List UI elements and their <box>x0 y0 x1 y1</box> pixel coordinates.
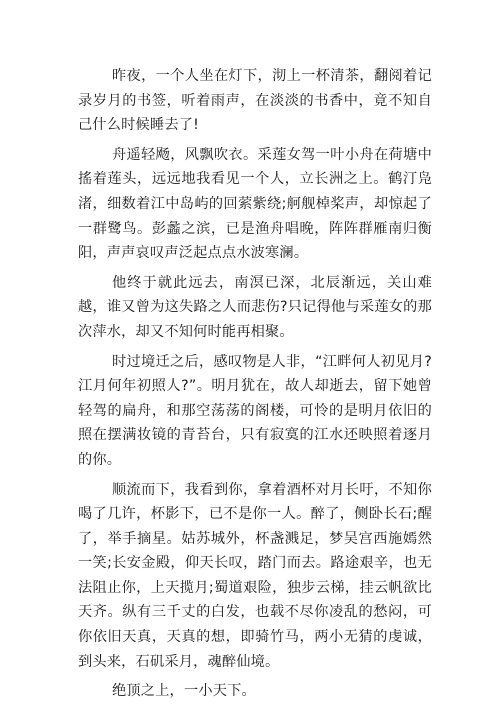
paragraph-6: 绝顶之上，一小天下。 <box>112 683 256 700</box>
paragraph-4: 时过境迁之后，感叹物是人非，“江畔何人初见月?江月何年初照人?”。明月犹在，故人却逝去，留下她曾轻驾的扁舟，和那空荡荡的阁楼，可怜的是明月依旧的照在摆满妆镜的青苔台，只有寂寞的江水还映照着逐月的你。 <box>78 353 432 468</box>
paragraph-1: 昨夜，一个人坐在灯下，沏上一杯清茶，翻阅着记录岁月的书签，听着雨声，在淡淡的书香中，竟不知自己什么时候睡去了! <box>78 68 432 134</box>
document-body <box>78 64 432 709</box>
paragraph-2: 舟遥轻飏，风飘吹衣。采莲女驾一叶小舟在荷塘中搖着莲头，远远地我看见一个人，立长洲之上。鹤汀凫渚，细数着江中岛屿的回萦紫绕;舸舰棹桨声，却惊起了一群鹭鸟。彭蠡之滨，已是渔舟唱晚，阵阵群雁南归衡阳，声声哀叹声泛起点点水波寒澜。 <box>78 146 432 262</box>
paragraph-5: 顺流而下，我看到你，拿着酒杯对月长吁，不知你喝了几许，杯影下，已不是你一人。醉了，侧卧长石;醒了，举手摘星。姑苏城外，杯盏溅足，梦吴宫西施嫣然一笑;长安金殿，仰天长叹，踏门而去。路途艰辛，也无法阻止你，上天揽月;蜀道艰险，独步云梯，挂云帆欲比天齐。纵有三千丈的白发，也载不尽你凌乱的愁闷，可你依旧天真，天真的想，即骑竹马，两小无猜的虔诚，到头来，石矶采月，魂醉仙境。 <box>78 481 432 670</box>
paragraph-3: 他终于就此远去，南溟已深，北辰渐远，关山难越，谁又曾为这失路之人而悲伤?只记得他与采莲女的那次萍水，却又不知何时能再相聚。 <box>78 274 432 340</box>
